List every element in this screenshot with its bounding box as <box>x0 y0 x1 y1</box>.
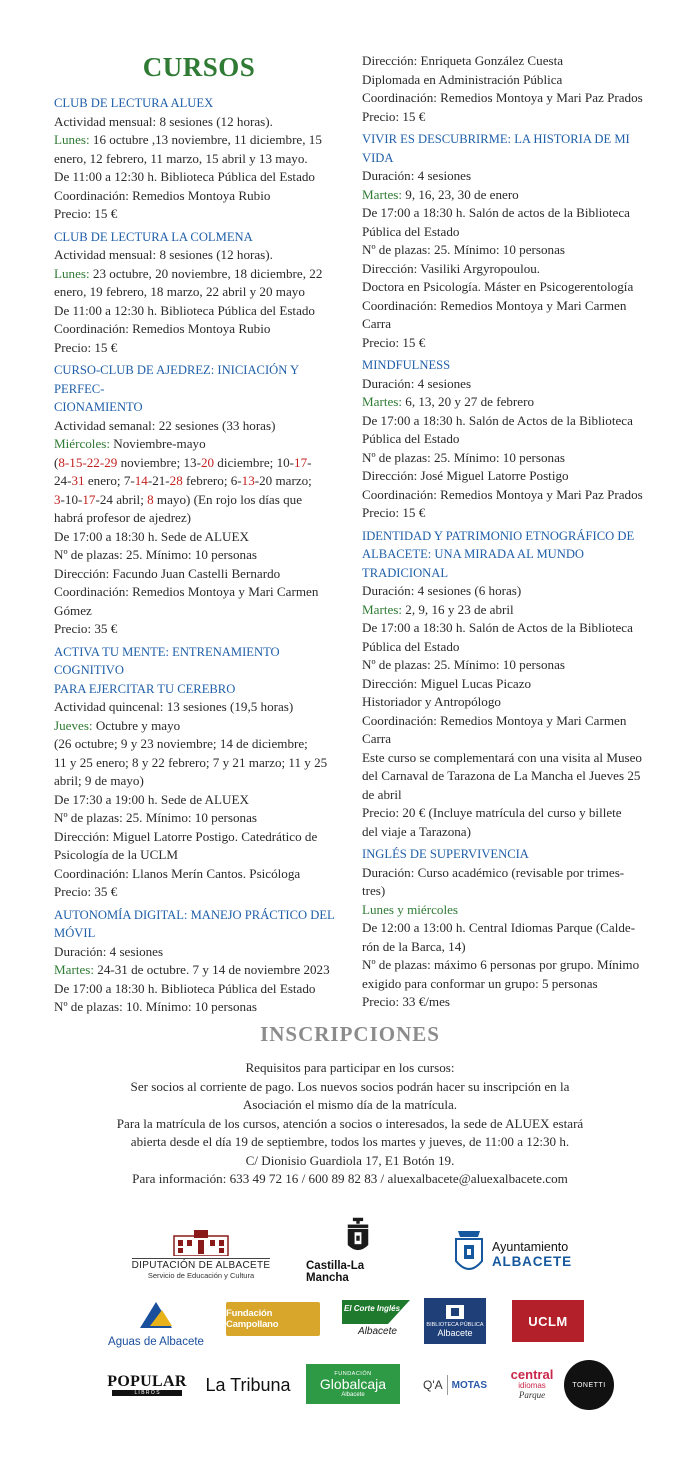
diputacion-logo <box>128 1226 274 1282</box>
course-detail-line <box>362 975 652 994</box>
detail-text: Nº de plazas: 25. Mínimo: 10 personas <box>54 547 257 562</box>
detail-text: Nº de plazas: máximo 6 personas por grupo. Mínimo <box>362 957 640 972</box>
corteingles-name: El Corte Inglés <box>344 1304 401 1313</box>
course-detail-line <box>362 375 652 394</box>
course-block <box>54 94 344 224</box>
detail-text: Coordinación: Remedios Montoya Rubio <box>54 187 271 203</box>
course-detail-line <box>362 204 652 223</box>
detail-text: del viaje a Tarazona) <box>362 823 471 839</box>
detail-text: ( <box>54 454 59 470</box>
course-detail-line <box>362 186 652 205</box>
detail-text: -21- <box>147 473 170 488</box>
clm-shield-icon <box>343 1216 373 1257</box>
day-label: Lunes: <box>54 132 93 147</box>
inscripciones-line: Ser socios al corriente de pago. Los nuevos socios podrán hacer su inscripción en la <box>130 1078 570 1094</box>
detail-text: Actividad semanal: 22 sesiones (33 horas) <box>54 417 276 433</box>
course-detail-line <box>362 223 652 242</box>
aguas-drop-icon <box>132 1298 180 1334</box>
detail-text: enero, 19 febrero, 18 marzo, 22 abril y 20 mayo <box>54 284 305 299</box>
course-detail-line <box>54 168 344 187</box>
course-detail-line <box>362 71 652 90</box>
detail-text: -24 abril; <box>95 491 148 507</box>
course-block <box>362 52 652 126</box>
course-detail-line <box>54 943 344 962</box>
globalcaja-line1: FUNDACIÓN <box>334 1370 372 1377</box>
course-detail-line <box>54 565 344 584</box>
highlighted-date: 14 <box>134 473 148 488</box>
detail-text: Gómez <box>54 602 92 618</box>
aguas-albacete-logo <box>104 1294 208 1352</box>
course-detail-line <box>54 583 344 602</box>
highlighted-date: 31 <box>71 473 85 488</box>
detail-text: De 17:00 a 18:30 h. Biblioteca Pública del Estado <box>54 980 316 996</box>
course-block <box>362 527 652 842</box>
day-label: Martes: <box>362 394 406 409</box>
central-line1: central <box>510 1367 554 1382</box>
course-title: IDENTIDAD Y PATRIMONIO ETNOGRÁFICO DE <box>362 528 635 543</box>
detail-text: De 17:00 a 18:30 h. Salón de Actos de la Biblioteca <box>362 620 633 635</box>
detail-text: Precio: 35 € <box>54 621 118 636</box>
course-detail-line <box>54 454 344 473</box>
course-detail-line <box>362 89 652 108</box>
ayuntamiento-shield-icon <box>452 1229 486 1279</box>
left-courses <box>54 94 344 1017</box>
course-detail-line <box>54 246 344 265</box>
detail-text: Precio: 15 € <box>362 334 426 350</box>
course-detail-line <box>54 961 344 980</box>
course-detail-line <box>54 472 344 491</box>
aguas-name: Aguas de Albacete <box>108 1336 204 1348</box>
detail-text: Coordinación: Remedios Montoya Rubio <box>54 321 271 336</box>
course-detail-line <box>362 430 652 449</box>
course-detail-line <box>362 260 652 279</box>
detail-text: De 17:00 a 18:30 h. Sede de ALUEX <box>54 528 249 544</box>
course-title: VIVIR ES DESCUBRIRME: LA HISTORIA DE MI VIDA <box>362 132 630 165</box>
detail-text: Nº de plazas: 25. Mínimo: 10 personas <box>362 449 565 465</box>
detail-text: -10- <box>60 491 83 507</box>
day-label: Martes: <box>362 186 406 202</box>
detail-text: 24-31 de octubre. 7 y 14 de noviembre 2023 <box>97 962 330 977</box>
detail-text: Precio: 15 € <box>54 339 118 355</box>
course-detail-line <box>362 864 652 883</box>
course-detail-line <box>362 656 652 675</box>
course-detail-line <box>54 602 344 621</box>
biblioteca-book-icon <box>445 1304 465 1320</box>
course-title: CLUB DE LECTURA LA COLMENA <box>54 229 253 244</box>
detail-text: enero, 12 febrero, 11 marzo, 15 abril y 13 mayo. <box>54 150 308 166</box>
detail-text: Carra <box>362 316 392 331</box>
detail-text: Actividad quincenal: 13 sesiones (19,5 horas) <box>54 699 294 714</box>
detail-text: 16 octubre ,13 noviembre, 11 diciembre, 15 <box>92 132 322 147</box>
course-detail-line <box>362 938 652 957</box>
detail-text: -20 marzo; <box>254 473 312 488</box>
course-detail-line <box>54 283 344 302</box>
course-detail-line <box>54 791 344 810</box>
motas-name: MOTAS <box>451 1379 487 1391</box>
qa-name: Q'A <box>422 1378 443 1392</box>
biblioteca-publica-logo <box>424 1298 486 1344</box>
popular-sub: L I B R O S <box>112 1390 182 1396</box>
course-block <box>54 906 344 1017</box>
detail-text: Diplomada en Administración Pública <box>362 71 563 87</box>
detail-text: Precio: 15 € <box>54 206 118 221</box>
course-detail-line <box>362 901 652 920</box>
detail-text: 6, 13, 20 y 27 de febrero <box>405 394 535 409</box>
popular-name: POPULAR <box>107 1373 187 1390</box>
diputacion-building-icon <box>166 1228 236 1256</box>
detail-text: Precio: 20 € (Incluye matrícula del curso y billete <box>362 805 622 820</box>
detail-text: Duración: 4 sesiones <box>54 943 164 959</box>
inscripciones-line: Para información: 633 49 72 16 / 600 89 82 83 / aluexalbacete@aluexalbacete.com <box>132 1171 568 1186</box>
detail-text: Coordinación: Remedios Montoya y Mari Carmen <box>362 712 627 728</box>
clm-name: Castilla-La Mancha <box>306 1260 365 1284</box>
course-detail-line <box>362 730 652 749</box>
day-label: Jueves: <box>54 717 96 733</box>
course-detail-line <box>54 435 344 454</box>
day-label: Lunes y miércoles <box>362 901 458 917</box>
detail-text: Carra <box>362 731 392 746</box>
course-detail-line <box>362 675 652 694</box>
course-detail-line <box>362 767 652 786</box>
ayto-line2: ALBACETE <box>492 1253 572 1269</box>
qa-motas-logo <box>414 1372 496 1398</box>
detail-text: noviembre; 13- <box>117 454 201 470</box>
detail-text: De 11:00 a 12:30 h. Biblioteca Pública del Estado <box>54 302 315 318</box>
day-label: Martes: <box>54 962 98 977</box>
course-detail-line <box>362 486 652 505</box>
detail-text: habrá profesor de ajedrez) <box>54 510 192 525</box>
course-detail-line <box>54 980 344 999</box>
course-detail-line <box>54 339 344 358</box>
course-title: CURSO-CLUB DE AJEDREZ: INICIACIÓN Y PERFEC- <box>54 363 299 396</box>
highlighted-date: 17 <box>82 491 96 507</box>
detail-text: Dirección: Facundo Juan Castelli Bernardo <box>54 565 281 581</box>
detail-text: Pública del Estado <box>362 431 460 446</box>
course-title: MINDFULNESS <box>362 358 451 372</box>
inscripciones-text <box>60 1059 640 1189</box>
detail-text: Actividad mensual: 8 sesiones (12 horas). <box>54 113 273 129</box>
day-label: Miércoles: <box>54 436 114 451</box>
course-detail-line <box>54 735 344 754</box>
course-block <box>362 845 652 1012</box>
detail-text: Precio: 35 € <box>54 884 118 899</box>
detail-text: Nº de plazas: 25. Mínimo: 10 personas <box>362 242 565 257</box>
course-detail-line <box>362 712 652 731</box>
el-corte-ingles-logo <box>340 1296 412 1344</box>
detail-text: Duración: 4 sesiones <box>362 375 472 391</box>
detail-text: Este curso se complementará con una visita al Museo <box>362 749 642 765</box>
course-detail-line <box>54 205 344 224</box>
course-title: ALBACETE: UNA MIRADA AL MUNDO TRADICIONAL <box>362 547 585 580</box>
uclm-logo <box>512 1300 584 1342</box>
detail-text: mayo) (En rojo los días que <box>153 491 303 507</box>
course-detail-line <box>362 749 652 768</box>
highlighted-date: 8 <box>147 491 154 507</box>
central-line3: Parque <box>518 1390 546 1400</box>
course-detail-line <box>362 52 652 71</box>
detail-text: Pública del Estado <box>362 638 460 654</box>
detail-text: Nº de plazas: 25. Mínimo: 10 personas <box>54 810 257 825</box>
course-detail-line <box>362 993 652 1012</box>
detail-text: Precio: 15 € <box>362 108 426 124</box>
highlighted-date: 8-15-22-29 <box>58 454 118 470</box>
course-detail-line <box>362 919 652 938</box>
course-detail-line <box>362 297 652 316</box>
detail-text: 24- <box>54 473 72 488</box>
tonetti-logo <box>564 1360 614 1410</box>
course-detail-line <box>54 998 344 1017</box>
detail-text: Coordinación: Remedios Montoya y Mari Paz Prados <box>362 90 643 105</box>
detail-text: del Carnaval de Tarazona de La Mancha el Jueves 25 <box>362 768 641 783</box>
uclm-name: UCLM <box>528 1313 568 1329</box>
campollano-name: Fundación Campollano <box>226 1308 279 1330</box>
course-detail-line <box>54 113 344 132</box>
diputacion-sub: Servicio de Educación y Cultura <box>147 1271 255 1280</box>
left-column <box>54 52 344 1021</box>
detail-text: abril; 9 de mayo) <box>54 773 144 788</box>
detail-text: Pública del Estado <box>362 223 460 239</box>
detail-text: (26 octubre; 9 y 23 noviembre; 14 de diciembre; <box>54 736 308 751</box>
detail-text: De 12:00 a 13:00 h. Central Idiomas Parque (Calde- <box>362 920 636 935</box>
detail-text: 2, 9, 16 y 23 de abril <box>405 601 514 617</box>
detail-text: De 17:00 a 18:30 h. Salón de Actos de la Biblioteca <box>362 412 633 428</box>
course-detail-line <box>54 865 344 884</box>
ayuntamiento-logo <box>452 1228 572 1280</box>
central-idiomas-logo <box>506 1360 558 1408</box>
inscripciones-section <box>60 1022 640 1189</box>
course-detail-line <box>362 882 652 901</box>
course-detail-line <box>362 823 652 842</box>
detail-text: Psicología de la UCLM <box>54 847 179 862</box>
course-detail-line <box>54 809 344 828</box>
detail-text: Doctora en Psicología. Máster en Psicogerentología <box>362 279 634 294</box>
detail-text: Duración: 4 sesiones (6 horas) <box>362 583 522 598</box>
course-title: CIONAMIENTO <box>54 400 143 414</box>
course-title: MÓVIL <box>54 926 96 940</box>
course-detail-line <box>362 504 652 523</box>
detail-text: diciembre; 10- <box>214 454 295 470</box>
detail-text: - <box>307 454 312 470</box>
detail-text: Historiador y Antropólogo <box>362 694 501 709</box>
course-detail-line <box>362 393 652 412</box>
course-title: ACTIVA TU MENTE: ENTRENAMIENTO COGNITIVO <box>54 644 280 677</box>
course-detail-line <box>362 334 652 353</box>
course-detail-line <box>54 883 344 902</box>
detail-text: Nº de plazas: 10. Mínimo: 10 personas <box>54 999 257 1014</box>
course-detail-line <box>362 619 652 638</box>
course-block <box>54 643 344 902</box>
course-detail-line <box>54 528 344 547</box>
detail-text: febrero; 6- <box>182 473 242 488</box>
course-detail-line <box>362 582 652 601</box>
course-detail-line <box>54 491 344 510</box>
highlighted-date: 17 <box>294 454 308 470</box>
highlighted-date: 13 <box>241 473 255 488</box>
detail-text: Precio: 33 €/mes <box>362 994 451 1009</box>
course-title: AUTONOMÍA DIGITAL: MANEJO PRÁCTICO DEL <box>54 907 335 922</box>
detail-text: De 11:00 a 12:30 h. Biblioteca Pública del Estado <box>54 169 315 184</box>
course-block <box>362 356 652 523</box>
course-block <box>54 361 344 639</box>
course-detail-line <box>362 467 652 486</box>
detail-text: 9, 16, 23, 30 de enero <box>405 186 519 202</box>
detail-text: rón de la Barca, 14) <box>362 938 466 954</box>
ayto-line1: Ayuntamiento <box>492 1239 569 1254</box>
popular-libros-logo <box>107 1370 187 1400</box>
day-label: Martes: <box>362 601 406 617</box>
detail-text: enero; 7- <box>84 473 135 488</box>
biblioteca-name: BIBLIOTECA PÚBLICA <box>426 1322 484 1328</box>
course-detail-line <box>362 804 652 823</box>
globalcaja-line2: Globalcaja <box>319 1375 387 1392</box>
detail-text: Duración: Curso académico (revisable por trimes- <box>362 864 625 880</box>
course-detail-line <box>362 108 652 127</box>
course-detail-line <box>54 620 344 639</box>
highlighted-date: 28 <box>169 473 183 488</box>
castilla-la-mancha-logo <box>306 1216 410 1284</box>
detail-text: Dirección: Enriqueta González Cuesta <box>362 53 564 68</box>
detail-text: Coordinación: Llanos Merín Cantos. Psicóloga <box>54 865 301 881</box>
detail-text: De 17:30 a 19:00 h. Sede de ALUEX <box>54 791 249 807</box>
corteingles-city: Albacete <box>358 1326 397 1337</box>
course-detail-line <box>362 315 652 334</box>
tonetti-name: TONETTI <box>572 1381 606 1389</box>
course-detail-line <box>54 772 344 791</box>
inscripciones-line: Asociación el mismo día de la matrícula. <box>242 1097 458 1112</box>
course-detail-line <box>54 698 344 717</box>
detail-text: tres) <box>362 883 386 898</box>
detail-text: Dirección: Miguel Latorre Postigo. Catedrático de <box>54 828 318 844</box>
course-detail-line <box>362 693 652 712</box>
detail-text: exigido para conformar un grupo: 5 personas <box>362 975 598 991</box>
day-label: Lunes: <box>54 265 93 281</box>
globalcaja-line3: Albacete <box>341 1391 365 1398</box>
detail-text: Coordinación: Remedios Montoya y Mari Carmen <box>362 297 627 313</box>
course-detail-line <box>362 241 652 260</box>
inscripciones-line: abierta desde el día 19 de septiembre, todos los martes y jueves, de 11:00 a 12:30 h. <box>130 1134 570 1149</box>
highlighted-date: 3 <box>54 491 61 507</box>
page-title: CURSOS <box>142 52 256 82</box>
detail-text: Duración: 4 sesiones <box>362 168 472 183</box>
highlighted-date: 20 <box>200 454 215 470</box>
inscripciones-title: INSCRIPCIONES <box>260 1022 440 1046</box>
course-detail-line <box>362 278 652 297</box>
inscripciones-line: Requisitos para participar en los cursos: <box>245 1060 455 1075</box>
detail-text: Precio: 15 € <box>362 505 426 520</box>
detail-text: Dirección: Miguel Lucas Picazo <box>362 675 532 691</box>
biblioteca-city: Albacete <box>437 1328 473 1338</box>
course-detail-line <box>54 828 344 847</box>
course-detail-line <box>54 754 344 773</box>
central-line2: idiomas <box>518 1381 546 1390</box>
course-detail-line <box>54 150 344 169</box>
course-detail-line <box>362 601 652 620</box>
detail-text: 23 octubre, 20 noviembre, 18 diciembre, 22 <box>92 265 323 281</box>
course-detail-line <box>54 717 344 736</box>
course-detail-line <box>362 638 652 657</box>
detail-text: Coordinación: Remedios Montoya y Mari Paz Prados <box>362 486 643 502</box>
course-detail-line <box>362 167 652 186</box>
course-title: CLUB DE LECTURA ALUEX <box>54 96 214 110</box>
diputacion-name: DIPUTACIÓN DE ALBACETE <box>131 1260 271 1271</box>
detail-text: Nº de plazas: 25. Mínimo: 10 personas <box>362 657 565 672</box>
right-courses <box>362 52 652 1012</box>
inscripciones-line: C/ Dionisio Guardiola 17, E1 Botón 19. <box>245 1152 455 1168</box>
detail-text: Dirección: Vasiliki Argyropoulou. <box>362 260 541 276</box>
course-detail-line <box>54 265 344 284</box>
course-detail-line <box>54 509 344 528</box>
course-detail-line <box>54 546 344 565</box>
detail-text: 11 y 25 enero; 8 y 22 febrero; 7 y 21 marzo; 11 y 25 <box>54 754 328 770</box>
course-detail-line <box>54 417 344 436</box>
detail-text: Noviembre-mayo <box>113 436 206 451</box>
globalcaja-logo <box>306 1364 400 1404</box>
motas-divider <box>447 1375 448 1395</box>
detail-text: de abril <box>362 786 402 802</box>
course-block <box>54 228 344 358</box>
inscripciones-line: Para la matrícula de los cursos, atención a socios o interesados, la sede de ALUEX estará <box>116 1115 584 1131</box>
course-detail-line <box>54 846 344 865</box>
tribuna-name: La Tribuna <box>205 1374 291 1395</box>
course-title: INGLÉS DE SUPERVIVENCIA <box>362 847 529 861</box>
course-detail-line <box>362 449 652 468</box>
detail-text: Octubre y mayo <box>95 717 181 733</box>
course-title: PARA EJERCITAR TU CEREBRO <box>54 681 236 696</box>
course-detail-line <box>54 320 344 339</box>
course-detail-line <box>54 131 344 150</box>
detail-text: Dirección: José Miguel Latorre Postigo <box>362 468 569 483</box>
detail-text: Actividad mensual: 8 sesiones (12 horas). <box>54 247 273 262</box>
right-column <box>362 52 652 1016</box>
course-detail-line <box>54 302 344 321</box>
course-detail-line <box>362 412 652 431</box>
fundacion-campollano-logo <box>226 1302 320 1336</box>
detail-text: Coordinación: Remedios Montoya y Mari Carmen <box>54 584 319 599</box>
detail-text: De 17:00 a 18:30 h. Salón de actos de la Biblioteca <box>362 205 630 220</box>
la-tribuna-logo <box>198 1370 298 1400</box>
course-block <box>362 130 652 352</box>
course-detail-line <box>362 956 652 975</box>
course-detail-line <box>362 786 652 805</box>
course-detail-line <box>54 187 344 206</box>
